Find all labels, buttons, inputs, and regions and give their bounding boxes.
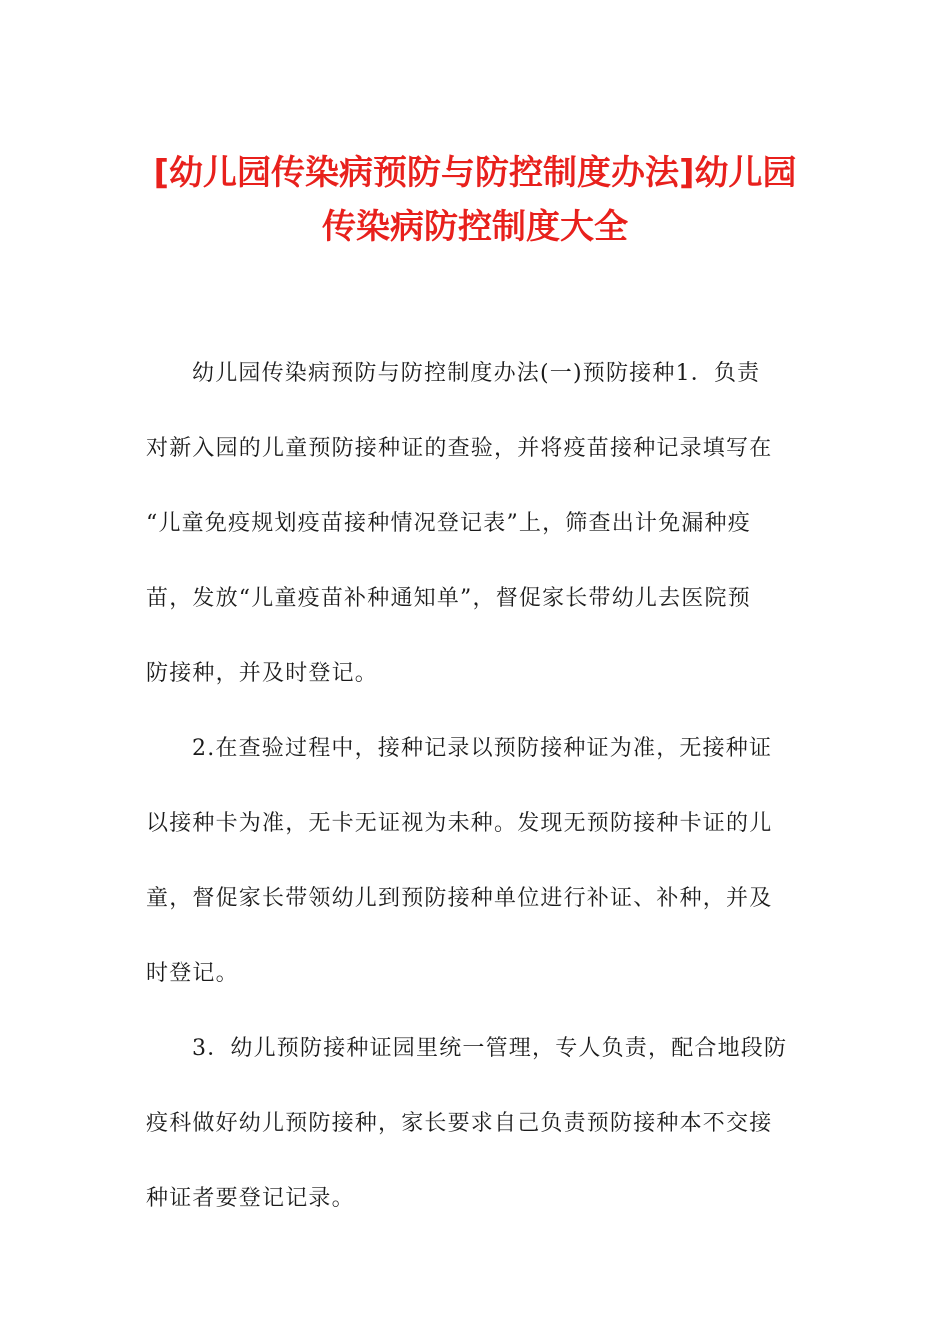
document-title <box>100 146 850 254</box>
paragraph-1-line: 幼儿园传染病预防与防控制度办法(一)预防接种1．负责 <box>192 361 761 386</box>
paragraph-3-line: 3．幼儿预防接种证园里统一管理，专人负责，配合地段防 <box>192 1036 788 1061</box>
title-line-1: [幼儿园传染病预防与防控制度办法]幼儿园 <box>153 153 797 193</box>
paragraph-2-line: 童，督促家长带领幼儿到预防接种单位进行补证、补种，并及 <box>146 886 773 911</box>
paragraph-1-line: “儿童免疫规划疫苗接种情况登记表”上，筛查出计免漏种疫 <box>146 511 751 536</box>
paragraph-3-line: 种证者要登记记录。 <box>146 1186 355 1211</box>
paragraph-1-line: 苗，发放“儿童疫苗补种通知单”，督促家长带幼儿去医院预 <box>146 586 751 611</box>
paragraph-1-line: 防接种，并及时登记。 <box>146 661 379 686</box>
document-body <box>146 336 806 1236</box>
paragraph-2-line: 时登记。 <box>146 961 239 986</box>
title-line-2: 传染病防控制度大全 <box>322 207 628 247</box>
paragraph-2-line: 以接种卡为准，无卡无证视为未种。发现无预防接种卡证的儿 <box>146 811 773 836</box>
paragraph-1-line: 对新入园的儿童预防接种证的查验，并将疫苗接种记录填写在 <box>146 436 773 461</box>
paragraph-2-line: 2.在查验过程中，接种记录以预防接种证为准，无接种证 <box>192 736 773 761</box>
paragraph-3-line: 疫科做好幼儿预防接种，家长要求自己负责预防接种本不交接 <box>146 1111 773 1136</box>
